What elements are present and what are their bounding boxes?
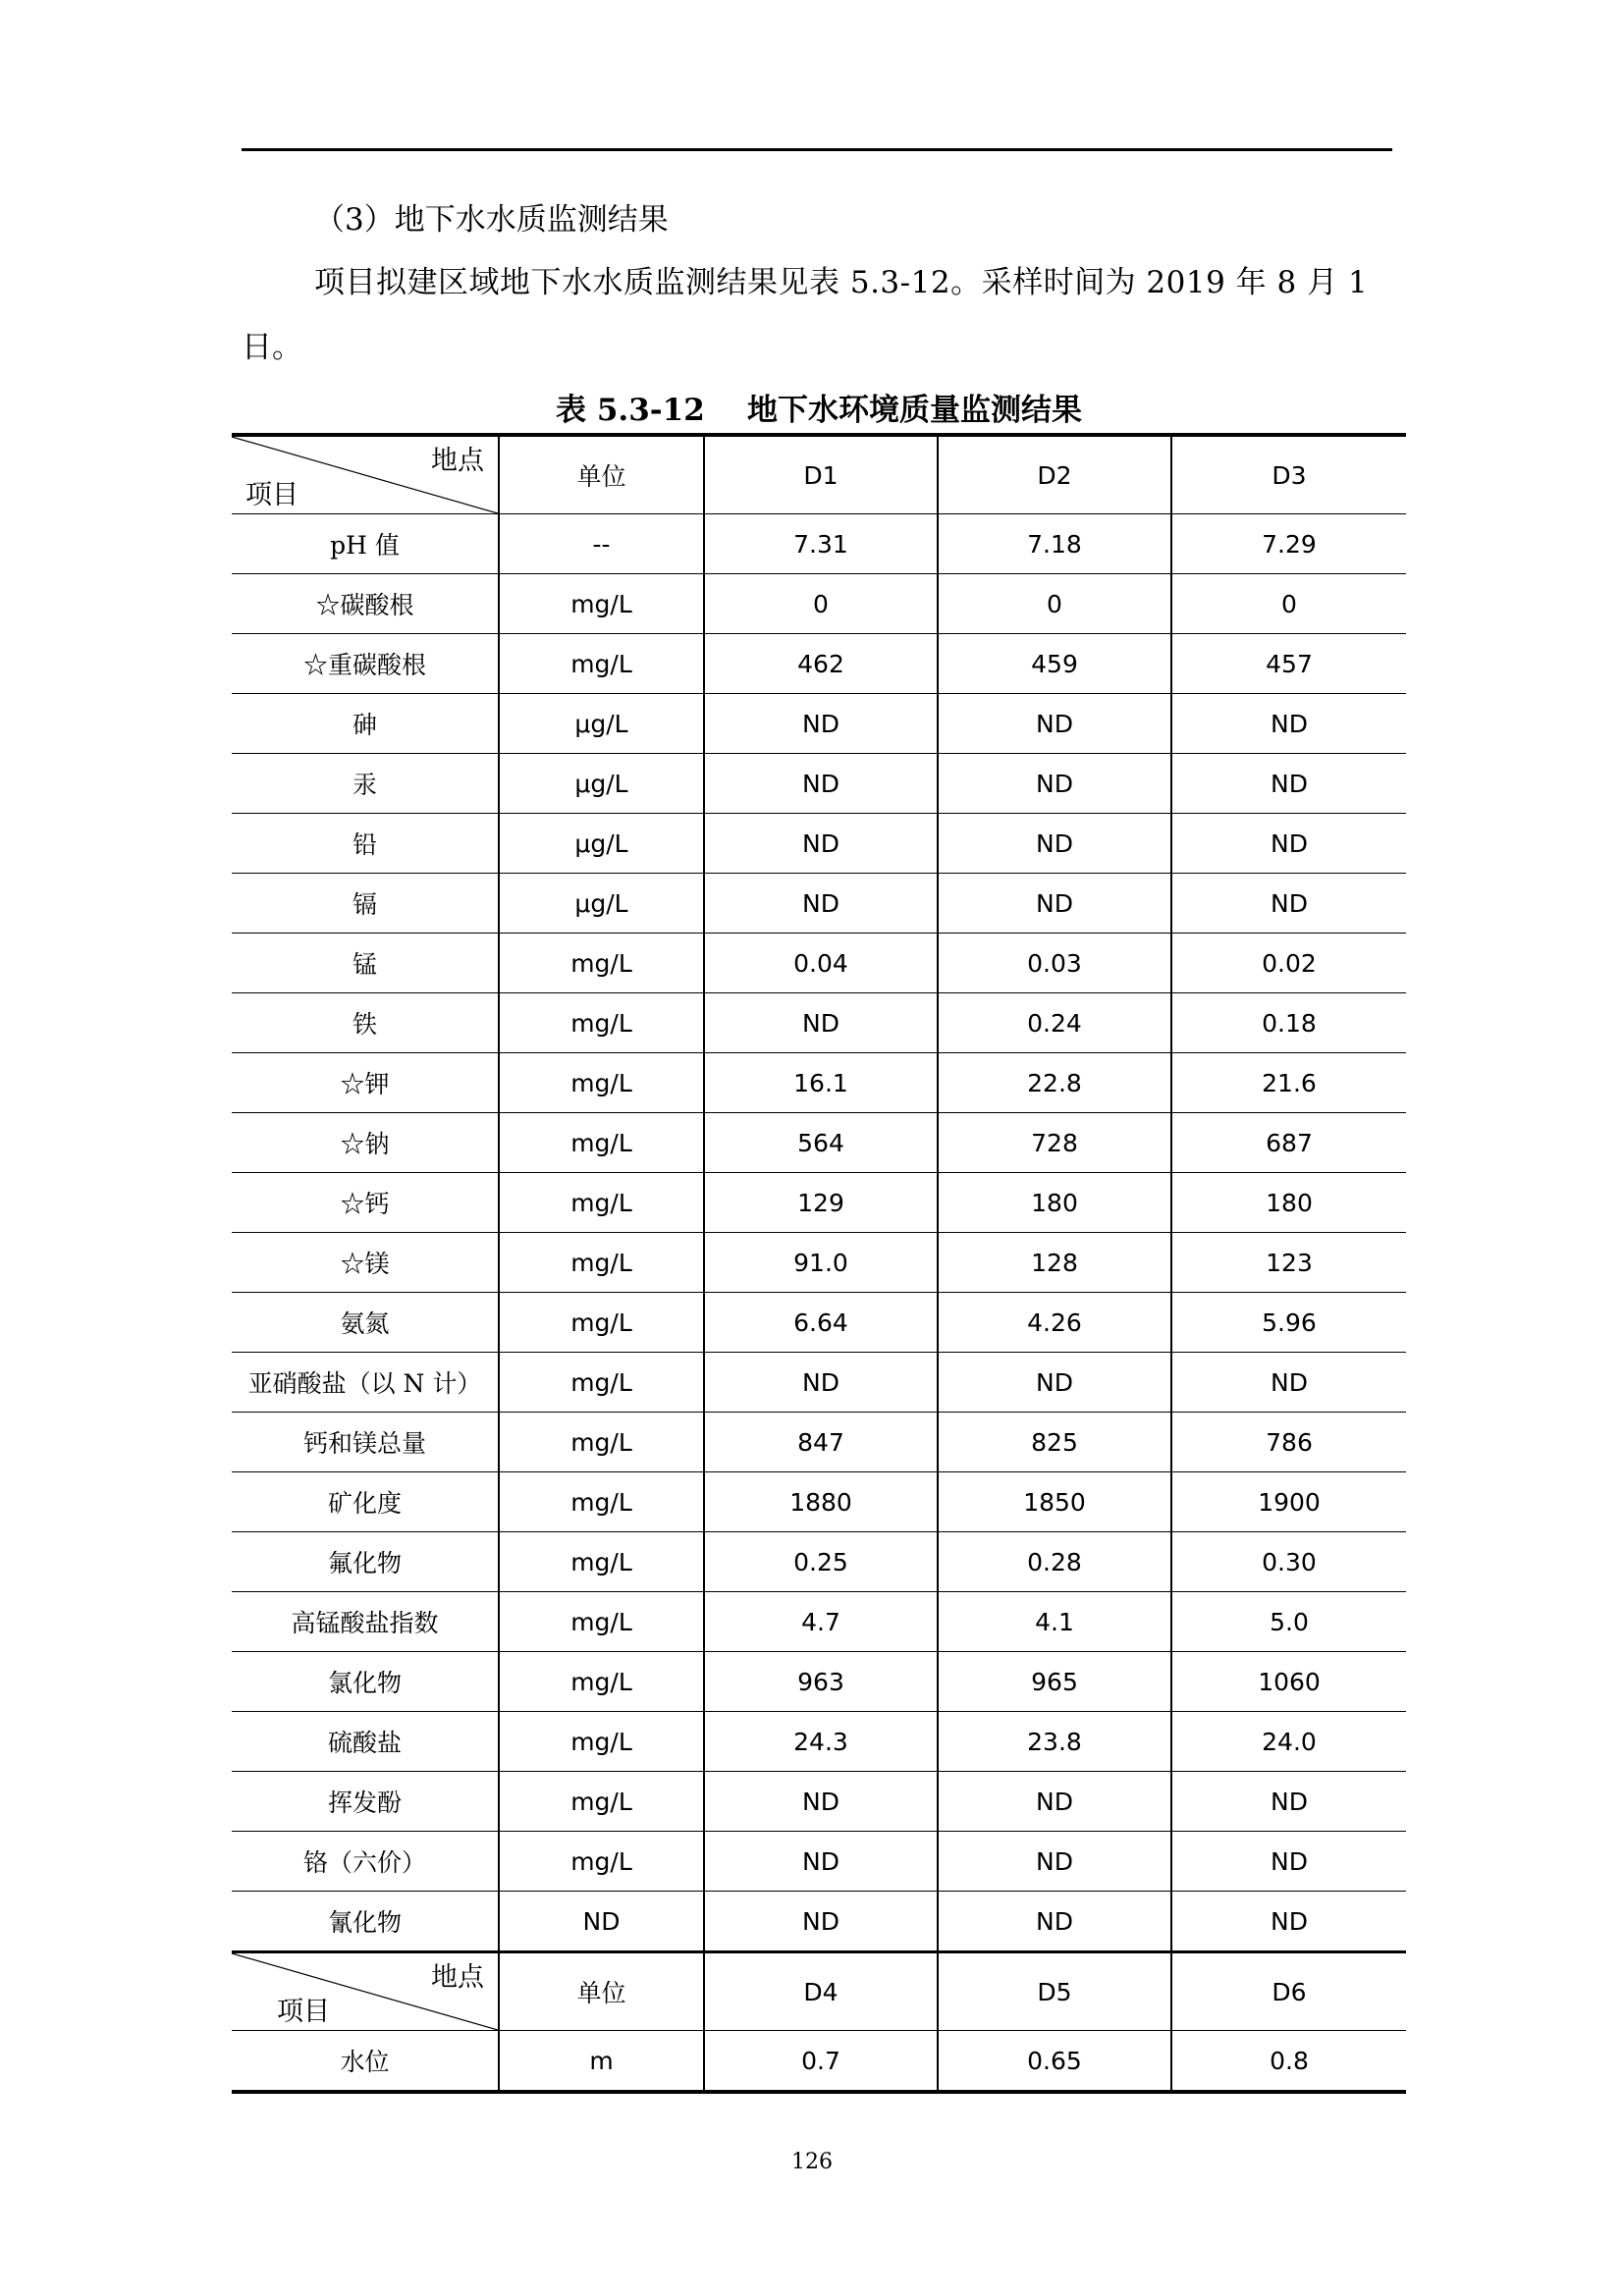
value-cell: 129 — [704, 1173, 938, 1233]
unit-cell: m — [499, 2031, 704, 2093]
table-row — [232, 814, 1406, 874]
value-cell: 0.25 — [704, 1532, 938, 1592]
value-cell: 459 — [938, 634, 1171, 694]
table-row — [232, 1113, 1406, 1173]
table-row — [232, 1293, 1406, 1353]
item-cell: 镉 — [232, 874, 499, 934]
value-cell: ND — [704, 814, 938, 874]
unit-cell: mg/L — [499, 574, 704, 634]
value-cell: 457 — [1171, 634, 1406, 694]
table-row — [232, 2031, 1406, 2093]
site-header-cell: D4 — [704, 1952, 938, 2031]
unit-cell: mg/L — [499, 1832, 704, 1892]
table-row — [232, 1173, 1406, 1233]
unit-cell: μg/L — [499, 874, 704, 934]
unit-cell: μg/L — [499, 694, 704, 754]
unit-cell: mg/L — [499, 1712, 704, 1772]
unit-cell: mg/L — [499, 634, 704, 694]
value-cell: 180 — [1171, 1173, 1406, 1233]
table-row — [232, 1892, 1406, 1952]
value-cell: ND — [938, 1892, 1171, 1952]
value-cell: 7.29 — [1171, 514, 1406, 574]
page-number: 126 — [791, 2150, 833, 2174]
value-cell: ND — [1171, 1832, 1406, 1892]
table-header-row — [232, 1952, 1406, 2031]
table-header-row — [232, 435, 1406, 514]
value-cell: 22.8 — [938, 1053, 1171, 1113]
value-cell: ND — [1171, 1892, 1406, 1952]
value-cell: ND — [938, 814, 1171, 874]
value-cell: 0 — [1171, 574, 1406, 634]
value-cell: 1880 — [704, 1472, 938, 1532]
value-cell: 0.30 — [1171, 1532, 1406, 1592]
value-cell: 6.64 — [704, 1293, 938, 1353]
value-cell: 4.7 — [704, 1592, 938, 1652]
value-cell: ND — [938, 1353, 1171, 1413]
value-cell: 0.24 — [938, 993, 1171, 1053]
item-cell: 硫酸盐 — [232, 1712, 499, 1772]
table-row — [232, 1592, 1406, 1652]
table-row — [232, 514, 1406, 574]
item-cell: 钙和镁总量 — [232, 1413, 499, 1472]
value-cell: ND — [938, 754, 1171, 814]
item-cell: 矿化度 — [232, 1472, 499, 1532]
table-row — [232, 1233, 1406, 1293]
item-cell: 氨氮 — [232, 1293, 499, 1353]
value-cell: 24.3 — [704, 1712, 938, 1772]
item-cell: pH 值 — [232, 514, 499, 574]
value-cell: 0.28 — [938, 1532, 1171, 1592]
value-cell: ND — [1171, 754, 1406, 814]
item-cell: ☆钙 — [232, 1173, 499, 1233]
value-cell: ND — [704, 1892, 938, 1952]
unit-cell: mg/L — [499, 1293, 704, 1353]
value-cell: ND — [704, 754, 938, 814]
item-cell: 铁 — [232, 993, 499, 1053]
value-cell: 0.7 — [704, 2031, 938, 2093]
table-row — [232, 634, 1406, 694]
value-cell: ND — [704, 694, 938, 754]
item-cell: ☆镁 — [232, 1233, 499, 1293]
diagonal-header-cell — [232, 435, 499, 514]
value-cell: 687 — [1171, 1113, 1406, 1173]
value-cell: ND — [704, 874, 938, 934]
table-row — [232, 1652, 1406, 1712]
value-cell: 91.0 — [704, 1233, 938, 1293]
item-cell: 汞 — [232, 754, 499, 814]
item-label: 项目 — [277, 1997, 330, 2027]
value-cell: 0.03 — [938, 934, 1171, 993]
unit-cell: mg/L — [499, 1113, 704, 1173]
value-cell: 23.8 — [938, 1712, 1171, 1772]
value-cell: 963 — [704, 1652, 938, 1712]
value-cell: 786 — [1171, 1413, 1406, 1472]
table-row — [232, 1472, 1406, 1532]
table-row — [232, 574, 1406, 634]
value-cell: ND — [704, 1772, 938, 1832]
item-cell: 亚硝酸盐（以 N 计） — [232, 1353, 499, 1413]
value-cell: 728 — [938, 1113, 1171, 1173]
unit-cell: mg/L — [499, 1353, 704, 1413]
item-label: 项目 — [245, 480, 298, 510]
value-cell: ND — [938, 1832, 1171, 1892]
item-cell: ☆钠 — [232, 1113, 499, 1173]
value-cell: 7.18 — [938, 514, 1171, 574]
value-cell: 0.02 — [1171, 934, 1406, 993]
unit-cell: mg/L — [499, 1053, 704, 1113]
unit-cell: mg/L — [499, 1472, 704, 1532]
value-cell: ND — [938, 874, 1171, 934]
table-row — [232, 1353, 1406, 1413]
value-cell: 128 — [938, 1233, 1171, 1293]
diagonal-header-cell — [232, 1952, 499, 2031]
site-header-cell: D1 — [704, 435, 938, 514]
item-cell: ☆重碳酸根 — [232, 634, 499, 694]
unit-cell: mg/L — [499, 1652, 704, 1712]
item-cell: 铅 — [232, 814, 499, 874]
value-cell: 564 — [704, 1113, 938, 1173]
table-row — [232, 1413, 1406, 1472]
site-header-cell: D2 — [938, 435, 1171, 514]
site-header-cell: D6 — [1171, 1952, 1406, 2031]
value-cell: ND — [1171, 814, 1406, 874]
unit-cell: μg/L — [499, 754, 704, 814]
value-cell: 5.0 — [1171, 1592, 1406, 1652]
table-row — [232, 1832, 1406, 1892]
value-cell: ND — [704, 1353, 938, 1413]
value-cell: 0 — [938, 574, 1171, 634]
item-cell: 砷 — [232, 694, 499, 754]
unit-header-cell: 单位 — [499, 435, 704, 514]
value-cell: 0.18 — [1171, 993, 1406, 1053]
item-cell: ☆碳酸根 — [232, 574, 499, 634]
paragraph-line-1: 项目拟建区域地下水水质监测结果见表 5.3-12。采样时间为 2019 年 8 月 1 — [314, 265, 1369, 300]
unit-cell: -- — [499, 514, 704, 574]
table-row — [232, 1532, 1406, 1592]
value-cell: ND — [1171, 1772, 1406, 1832]
value-cell: ND — [1171, 694, 1406, 754]
site-header-cell: D5 — [938, 1952, 1171, 2031]
item-cell: 锰 — [232, 934, 499, 993]
value-cell: 24.0 — [1171, 1712, 1406, 1772]
value-cell: 825 — [938, 1413, 1171, 1472]
unit-cell: mg/L — [499, 1233, 704, 1293]
value-cell: ND — [1171, 874, 1406, 934]
value-cell: 16.1 — [704, 1053, 938, 1113]
value-cell: 123 — [1171, 1233, 1406, 1293]
item-cell: 高锰酸盐指数 — [232, 1592, 499, 1652]
value-cell: 462 — [704, 634, 938, 694]
value-cell: 5.96 — [1171, 1293, 1406, 1353]
item-cell: 水位 — [232, 2031, 499, 2093]
unit-header-cell: 单位 — [499, 1952, 704, 2031]
value-cell: ND — [704, 993, 938, 1053]
unit-cell: ND — [499, 1892, 704, 1952]
item-cell: 氟化物 — [232, 1532, 499, 1592]
item-cell: 铬（六价） — [232, 1832, 499, 1892]
value-cell: 180 — [938, 1173, 1171, 1233]
paragraph-line-2: 日。 — [242, 330, 302, 365]
item-cell: 氰化物 — [232, 1892, 499, 1952]
value-cell: 847 — [704, 1413, 938, 1472]
table-row — [232, 754, 1406, 814]
value-cell: 4.26 — [938, 1293, 1171, 1353]
value-cell: 0.65 — [938, 2031, 1171, 2093]
unit-cell: mg/L — [499, 1772, 704, 1832]
item-cell: ☆钾 — [232, 1053, 499, 1113]
value-cell: 0.04 — [704, 934, 938, 993]
value-cell: 965 — [938, 1652, 1171, 1712]
unit-cell: mg/L — [499, 934, 704, 993]
value-cell: ND — [704, 1832, 938, 1892]
value-cell: 1900 — [1171, 1472, 1406, 1532]
table-row — [232, 993, 1406, 1053]
table-row — [232, 694, 1406, 754]
unit-cell: μg/L — [499, 814, 704, 874]
value-cell: 1850 — [938, 1472, 1171, 1532]
value-cell: 0.8 — [1171, 2031, 1406, 2093]
table-row — [232, 1712, 1406, 1772]
table-row — [232, 1772, 1406, 1832]
value-cell: 7.31 — [704, 514, 938, 574]
value-cell: 0 — [704, 574, 938, 634]
monitoring-results-table — [232, 433, 1406, 2094]
location-label: 地点 — [431, 446, 484, 476]
unit-cell: mg/L — [499, 1592, 704, 1652]
unit-cell: mg/L — [499, 1173, 704, 1233]
unit-cell: mg/L — [499, 1532, 704, 1592]
site-header-cell: D3 — [1171, 435, 1406, 514]
item-cell: 氯化物 — [232, 1652, 499, 1712]
value-cell: ND — [1171, 1353, 1406, 1413]
table-row — [232, 1053, 1406, 1113]
table-row — [232, 934, 1406, 993]
unit-cell: mg/L — [499, 993, 704, 1053]
section-heading: （3）地下水水质监测结果 — [314, 202, 669, 238]
item-cell: 挥发酚 — [232, 1772, 499, 1832]
unit-cell: mg/L — [499, 1413, 704, 1472]
location-label: 地点 — [431, 1962, 484, 1993]
value-cell: 4.1 — [938, 1592, 1171, 1652]
header-rule — [242, 148, 1392, 151]
table-caption: 表 5.3-12 地下水环境质量监测结果 — [556, 393, 1082, 428]
value-cell: 21.6 — [1171, 1053, 1406, 1113]
value-cell: 1060 — [1171, 1652, 1406, 1712]
value-cell: ND — [938, 694, 1171, 754]
table-row — [232, 874, 1406, 934]
value-cell: ND — [938, 1772, 1171, 1832]
